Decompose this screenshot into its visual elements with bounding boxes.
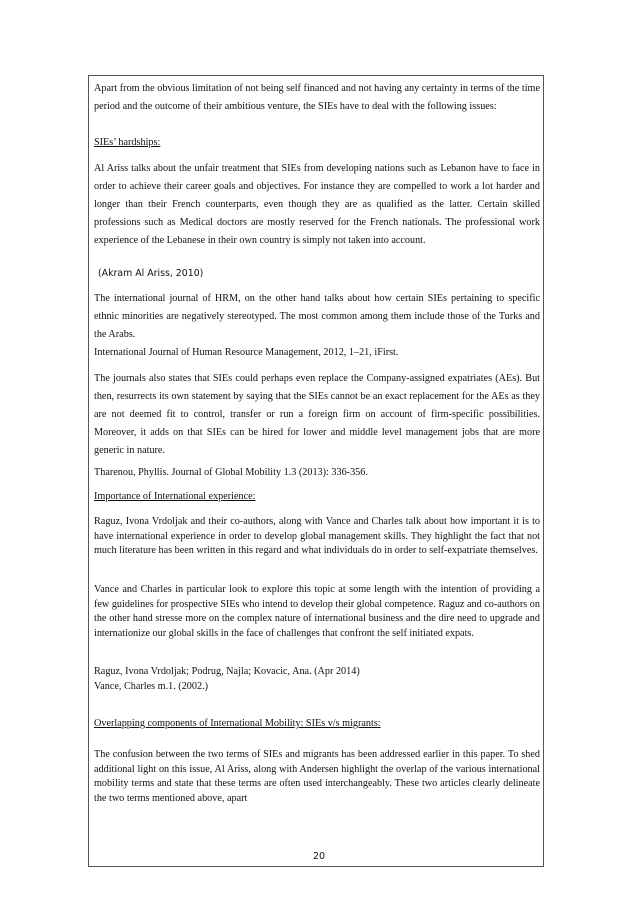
heading-international-experience: Importance of International experience: bbox=[94, 491, 256, 502]
paragraph-vance-charles: Vance and Charles in particular look to explore this topic at some length with the intention of providing a few guidelines for prospective SIEs who intend to develop their global competence. Raguz and co-authors on the other hand stresse more on the complex nature of international business and the dire need to upgrade and internationize our global skills in the face of challenges that confront the self initiated expats. bbox=[94, 584, 540, 639]
paragraph-sies-vs-migrants: The confusion between the two terms of SIEs and migrants has been addressed earlier in this paper. To shed additional light on this issue, Al Ariss, along with Andersen highlight the overlap of the various international mobility terms and state that these terms are often used interchangeably. These two articles clearly delineate the two terms mentioned above, apart bbox=[94, 749, 540, 804]
paragraph-hrm-journal: The international journal of HRM, on the other hand talks about how certain SIEs pertaining to specific ethnic minorities are negatively stereotyped. The most common among them include those of the Turks and the Arabs. bbox=[94, 293, 540, 340]
paragraph-intro: Apart from the obvious limitation of not being self financed and not having any certainty in terms of the time period and the outcome of their ambitious venture, the SIEs have to deal with the following issues: bbox=[94, 83, 540, 112]
paragraph-raguz: Raguz, Ivona Vrdoljak and their co-authors, along with Vance and Charles talk about how important it is to have international experience in order to develop global management skills. They highlight the fact that not much literature has been written in this regard and what individuals do in order to self-expatriate themselves. bbox=[94, 516, 540, 556]
heading-sies-hardships: SIEs’ hardships: bbox=[94, 137, 161, 148]
paragraph-company-assigned: The journals also states that SIEs could perhaps even replace the Company-assigned expatriates (AEs). But then, resurrects its own statement by saying that the SIEs cannot be an exact replacement for the AEs as they are not deemed fit to control, transfer or run a foreign firm on account of firm-specific possibilities. Moreover, it adds on that SIEs can be hired for lower and middle level management jobs that are more generic in nature. bbox=[94, 373, 540, 456]
reference-ijhrm-2012: International Journal of Human Resource Management, 2012, 1–21, iFirst. bbox=[94, 347, 399, 358]
reference-vance: Vance, Charles m.1. (2002.) bbox=[94, 681, 209, 692]
reference-raguz: Raguz, Ivona Vrdoljak; Podrug, Najla; Kovacic, Ana. (Apr 2014) bbox=[94, 666, 360, 677]
reference-tharenou: Tharenou, Phyllis. Journal of Global Mobility 1.3 (2013): 336-356. bbox=[94, 467, 368, 478]
reference-al-ariss-2010: (Akram Al Ariss, 2010) bbox=[98, 268, 204, 279]
heading-overlapping-components: Overlapping components of International Mobility: SIEs v/s migrants: bbox=[94, 718, 381, 729]
page-number: 20 bbox=[312, 851, 326, 862]
paragraph-al-ariss: Al Ariss talks about the unfair treatment that SIEs from developing nations such as Lebanon have to face in order to achieve their career goals and objectives. For instance they are compelled to work a lot harder and longer than their French counterparts, even though they are as qualified as the latter. Certain skilled professions such as Medical doctors are mostly reserved for the French nationals. The professional work experience of the Lebanese in their own country is simply not taken into account. bbox=[94, 163, 540, 246]
